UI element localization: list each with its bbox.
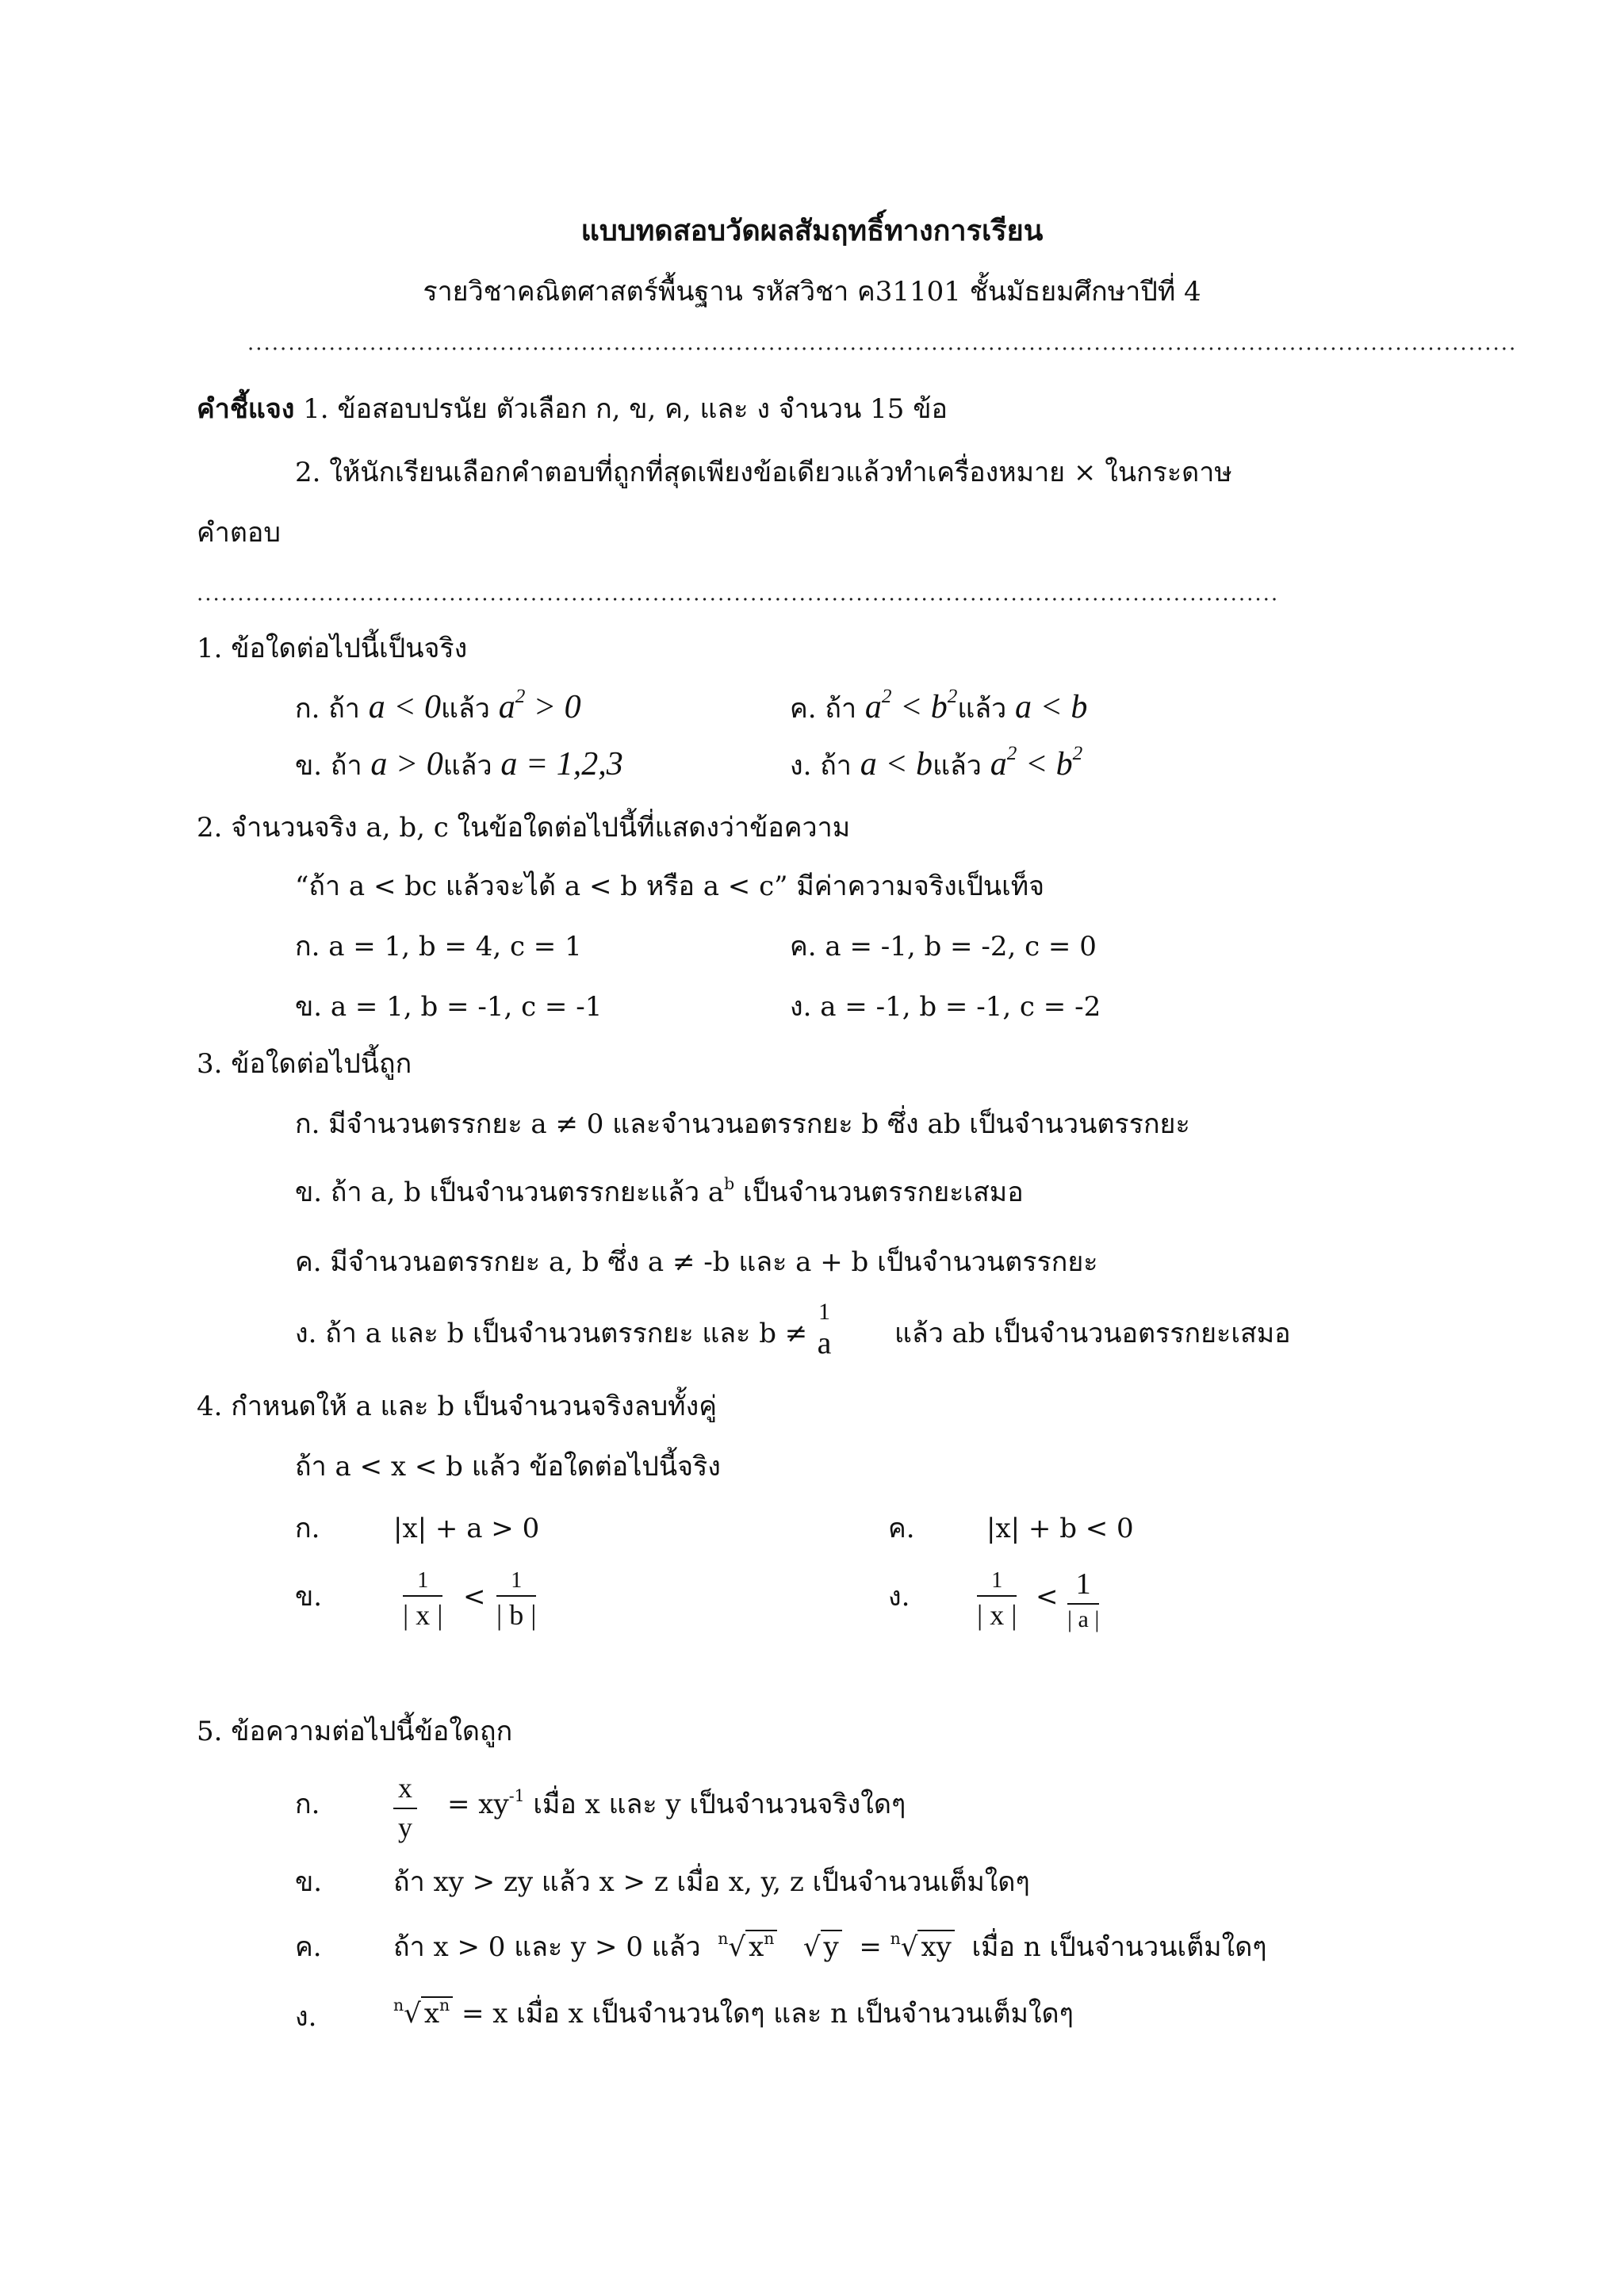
option-prefix: ง. ถ้า <box>790 750 852 782</box>
document-subtitle: รายวิชาคณิตศาสตร์พื้นฐาน รหัสวิชา ค31101 ชั้นมัธยมศึกษาปีที่ 4 <box>423 276 1201 308</box>
option-prefix: ก. ถ้า <box>295 693 360 725</box>
radical-index: n <box>890 1928 901 1948</box>
math-condition: a > 0 <box>370 746 443 783</box>
fraction-denominator: a <box>817 1325 832 1360</box>
option-text: เมื่อ x และ y เป็นจำนวนจริงใดๆ <box>524 1789 906 1820</box>
question-4-option-b-fraction-1 <box>403 1568 442 1632</box>
radicand: $x^n$ <box>421 1996 453 2030</box>
then-text: แล้ว <box>957 693 1007 725</box>
question-5-option-a-label: ก. <box>295 1789 320 1820</box>
option-text: ข. ถ้า a, b เป็นจำนวนตรรกยะแล้ว a <box>295 1177 725 1208</box>
question-5-option-b-text: ถ้า xy > zy แล้ว x > z เมื่อ x, y, z เป็นจำนวนเต็มใดๆ <box>393 1866 1030 1898</box>
fraction-numerator: 1 <box>1067 1567 1099 1605</box>
question-4-option-c-label: ค. <box>888 1513 915 1544</box>
option-text: = x เมื่อ x เป็นจำนวนใดๆ และ n เป็นจำนวนเต็มใดๆ <box>461 1998 1074 2030</box>
math-condition: a < 0 <box>368 689 442 725</box>
radical-index: n <box>718 1928 729 1948</box>
fraction-denominator: y <box>398 1812 412 1843</box>
then-text: แล้ว <box>441 693 490 725</box>
radical-sign: √ <box>802 1931 821 1963</box>
option-text: เป็นจำนวนตรรกยะเสมอ <box>734 1177 1024 1208</box>
question-2-quote: “ถ้า a < bc แล้วจะได้ a < b หรือ a < c” มีค่าความจริงเป็นเท็จ <box>295 871 1045 902</box>
question-5-option-d-text <box>393 1995 1074 2030</box>
fraction-denominator: | b | <box>496 1599 537 1631</box>
question-2-option-b: ข. a = 1, b = -1, c = -1 <box>295 991 603 1023</box>
question-3-option-d-fraction <box>812 1299 837 1361</box>
instructions-line-1 <box>197 393 948 425</box>
fraction-numerator: 1 <box>496 1568 536 1597</box>
fraction-numerator: 1 <box>403 1568 442 1597</box>
document-title: แบบทดสอบวัดผลสัมฤทธิ์ทางการเรียน <box>580 214 1044 247</box>
question-5-option-c-label: ค. <box>295 1931 322 1963</box>
question-5-stem: 5. ข้อความต่อไปนี้ข้อใดถูก <box>197 1716 513 1747</box>
question-3-option-c: ค. มีจำนวนอตรรกยะ a, b ซึ่ง a ≠ -b และ a + b เป็นจำนวนตรรกยะ <box>295 1246 1098 1278</box>
instructions-text-1: 1. ข้อสอบปรนัย ตัวเลือก ก, ข, ค, และ ง จำนวน 15 ข้อ <box>303 393 948 425</box>
math-condition: $a^2 < b^2$ <box>864 686 958 725</box>
question-4-option-c-expr: |x| + b < 0 <box>986 1513 1134 1544</box>
option-text: ถ้า x > 0 และ y > 0 แล้ว <box>393 1931 701 1963</box>
question-4-option-b-label: ข. <box>295 1581 323 1613</box>
option-prefix: ข. ถ้า <box>295 750 362 782</box>
question-3-option-d-text: ง. ถ้า a และ b เป็นจำนวนตรรกยะ และ b ≠ <box>295 1318 808 1349</box>
question-2-option-d: ง. a = -1, b = -1, c = -2 <box>790 991 1101 1023</box>
radicand: $x^n$ <box>745 1930 777 1963</box>
radicand: xy <box>917 1930 954 1963</box>
question-4-option-b-fraction-2 <box>496 1568 536 1632</box>
radical-4 <box>393 1995 453 2030</box>
radical-sign: √ <box>404 1998 421 2030</box>
question-1-stem: 1. ข้อใดต่อไปนี้เป็นจริง <box>197 633 468 664</box>
math-condition: a < b <box>860 746 933 783</box>
then-text: แล้ว <box>442 750 492 782</box>
question-4-stem: 4. กำหนดให้ a และ b เป็นจำนวนจริงลบทั้งคู่ <box>197 1391 717 1422</box>
math-result: $a^2 > 0$ <box>498 686 581 725</box>
exponent: b <box>724 1173 735 1193</box>
question-5-option-d-label: ง. <box>295 2001 317 2033</box>
exponent: -1 <box>508 1785 525 1805</box>
then-text: แล้ว <box>933 750 982 782</box>
instructions-label: คำชี้แจง <box>197 393 295 425</box>
radical-2 <box>803 1930 842 1963</box>
separator-line: ..................................................................................................................................... <box>197 582 1280 606</box>
question-5-option-c-text <box>393 1928 1267 1963</box>
fraction-denominator: | x | <box>403 1599 443 1631</box>
radical-3 <box>890 1928 955 1963</box>
question-4-option-a-expr: |x| + a > 0 <box>393 1513 540 1544</box>
separator-line: ............................................................................................................................................................ <box>247 331 1518 355</box>
math-result: a = 1,2,3 <box>500 746 623 783</box>
question-4-option-d-label: ง. <box>888 1581 910 1613</box>
radicand: y <box>821 1930 842 1963</box>
fraction-numerator: 1 <box>977 1568 1017 1597</box>
question-4-option-b-operator: < <box>463 1581 486 1613</box>
question-2-option-a: ก. a = 1, b = 4, c = 1 <box>295 931 582 962</box>
question-4-condition: ถ้า a < x < b แล้ว ข้อใดต่อไปนี้จริง <box>295 1451 721 1483</box>
question-1-option-d <box>790 743 1083 783</box>
fraction-denominator: | x | <box>977 1599 1017 1631</box>
question-3-option-d-tail: แล้ว ab เป็นจำนวนอตรรกยะเสมอ <box>894 1318 1291 1349</box>
question-5-option-b-label: ข. <box>295 1866 323 1898</box>
instructions-line-2: 2. ให้นักเรียนเลือกคำตอบที่ถูกที่สุดเพียงข้อเดียวแล้วทำเครื่องหมาย × ในกระดาษ <box>295 457 1232 488</box>
question-1-option-a <box>295 686 581 725</box>
option-text: = xy <box>447 1789 509 1820</box>
question-3-option-b <box>295 1173 1024 1208</box>
radical-1 <box>718 1928 777 1963</box>
question-3-stem: 3. ข้อใดต่อไปนี้ถูก <box>197 1048 412 1080</box>
instructions-line-3: คำตอบ <box>197 517 281 549</box>
question-4-option-d-operator: < <box>1036 1581 1059 1613</box>
question-4-option-d-fraction-1 <box>977 1568 1017 1632</box>
question-1-option-b <box>295 748 623 782</box>
question-2-stem: 2. จำนวนจริง a, b, c ในข้อใดต่อไปนี้ที่แสดงว่าข้อความ <box>197 812 851 844</box>
question-4-option-a-label: ก. <box>295 1513 320 1544</box>
equals-sign: = <box>859 1931 882 1963</box>
option-text: เมื่อ n เป็นจำนวนเต็มใดๆ <box>971 1931 1267 1963</box>
fraction-numerator: x <box>393 1771 417 1809</box>
radical-index: n <box>393 1995 404 2015</box>
question-1-option-c <box>790 686 1088 725</box>
radical-sign: √ <box>900 1931 918 1963</box>
math-result: a < b <box>1015 689 1088 725</box>
question-2-option-c: ค. a = -1, b = -2, c = 0 <box>790 931 1097 962</box>
math-result: $a^2 < b^2$ <box>990 743 1083 783</box>
question-5-option-a-text <box>447 1785 906 1820</box>
radical-sign: √ <box>728 1931 746 1963</box>
fraction-denominator: | a | <box>1067 1606 1100 1632</box>
question-3-option-a: ก. มีจำนวนตรรกยะ a ≠ 0 และจำนวนอตรรกยะ b ซึ่ง ab เป็นจำนวนตรรกยะ <box>295 1108 1190 1140</box>
option-prefix: ค. ถ้า <box>790 693 857 725</box>
fraction-numerator: 1 <box>818 1299 830 1325</box>
question-4-option-d-fraction-2 <box>1067 1567 1099 1633</box>
question-5-option-a-fraction <box>393 1771 417 1844</box>
